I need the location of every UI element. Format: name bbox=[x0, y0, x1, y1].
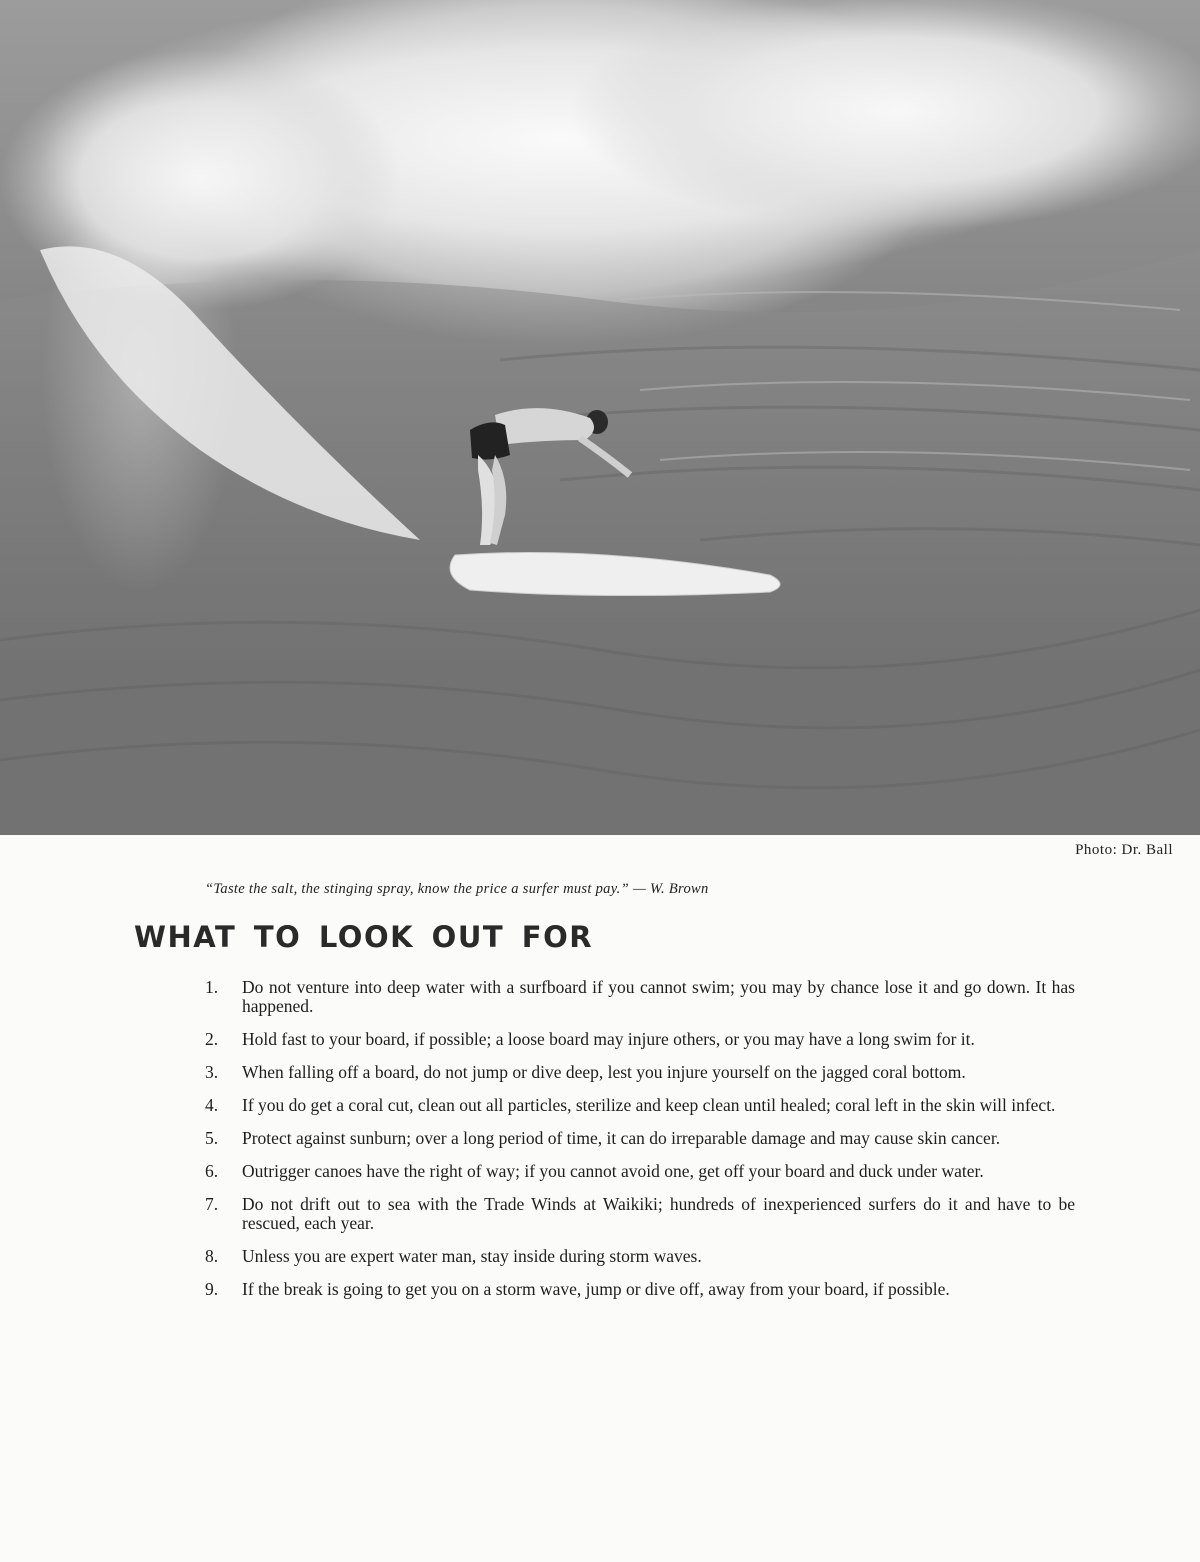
rule-number: 6. bbox=[205, 1161, 219, 1181]
rule-number: 1. bbox=[205, 977, 219, 997]
photo-credit: Photo: Dr. Ball bbox=[1075, 842, 1173, 858]
rule-number: 8. bbox=[205, 1246, 219, 1266]
rule-item bbox=[205, 978, 1075, 1016]
rule-text: Do not venture into deep water with a surfboard if you cannot swim; you may by chance lose it and go down. It has happened. bbox=[242, 977, 1075, 1016]
rule-text: If the break is going to get you on a storm wave, jump or dive off, away from your board, if possible. bbox=[242, 1279, 950, 1299]
section-heading: WHAT TO LOOK OUT FOR bbox=[134, 920, 594, 954]
rule-item bbox=[205, 1129, 1075, 1148]
rule-text: Protect against sunburn; over a long period of time, it can do irreparable damage and may cause skin cancer. bbox=[242, 1128, 1001, 1148]
safety-rules-list bbox=[205, 978, 1075, 1313]
rule-text: Do not drift out to sea with the Trade Winds at Waikiki; hundreds of inexperienced surfers do it and have to be rescued, each year. bbox=[242, 1194, 1075, 1233]
rule-number: 2. bbox=[205, 1029, 219, 1049]
rule-text: Unless you are expert water man, stay inside during storm waves. bbox=[242, 1246, 702, 1266]
rule-number: 9. bbox=[205, 1279, 219, 1299]
rule-item bbox=[205, 1247, 1075, 1266]
rule-number: 7. bbox=[205, 1194, 219, 1214]
rule-item bbox=[205, 1096, 1075, 1115]
rule-number: 3. bbox=[205, 1062, 219, 1082]
rule-number: 5. bbox=[205, 1128, 219, 1148]
rule-text: Hold fast to your board, if possible; a loose board may injure others, or you may have a long swim for it. bbox=[242, 1029, 975, 1049]
rule-item bbox=[205, 1162, 1075, 1181]
rule-item bbox=[205, 1030, 1075, 1049]
rule-item bbox=[205, 1195, 1075, 1233]
rule-number: 4. bbox=[205, 1095, 219, 1115]
rule-text: Outrigger canoes have the right of way; if you cannot avoid one, get off your board and duck under water. bbox=[242, 1161, 984, 1181]
epigraph-quote: “Taste the salt, the stinging spray, know the price a surfer must pay.” — W. Brown bbox=[205, 881, 709, 897]
rule-text: When falling off a board, do not jump or dive deep, lest you injure yourself on the jagged coral bottom. bbox=[242, 1062, 966, 1082]
rule-text: If you do get a coral cut, clean out all particles, sterilize and keep clean until healed; coral left in the skin will infect. bbox=[242, 1095, 1056, 1115]
rule-item bbox=[205, 1063, 1075, 1082]
rule-item bbox=[205, 1280, 1075, 1299]
